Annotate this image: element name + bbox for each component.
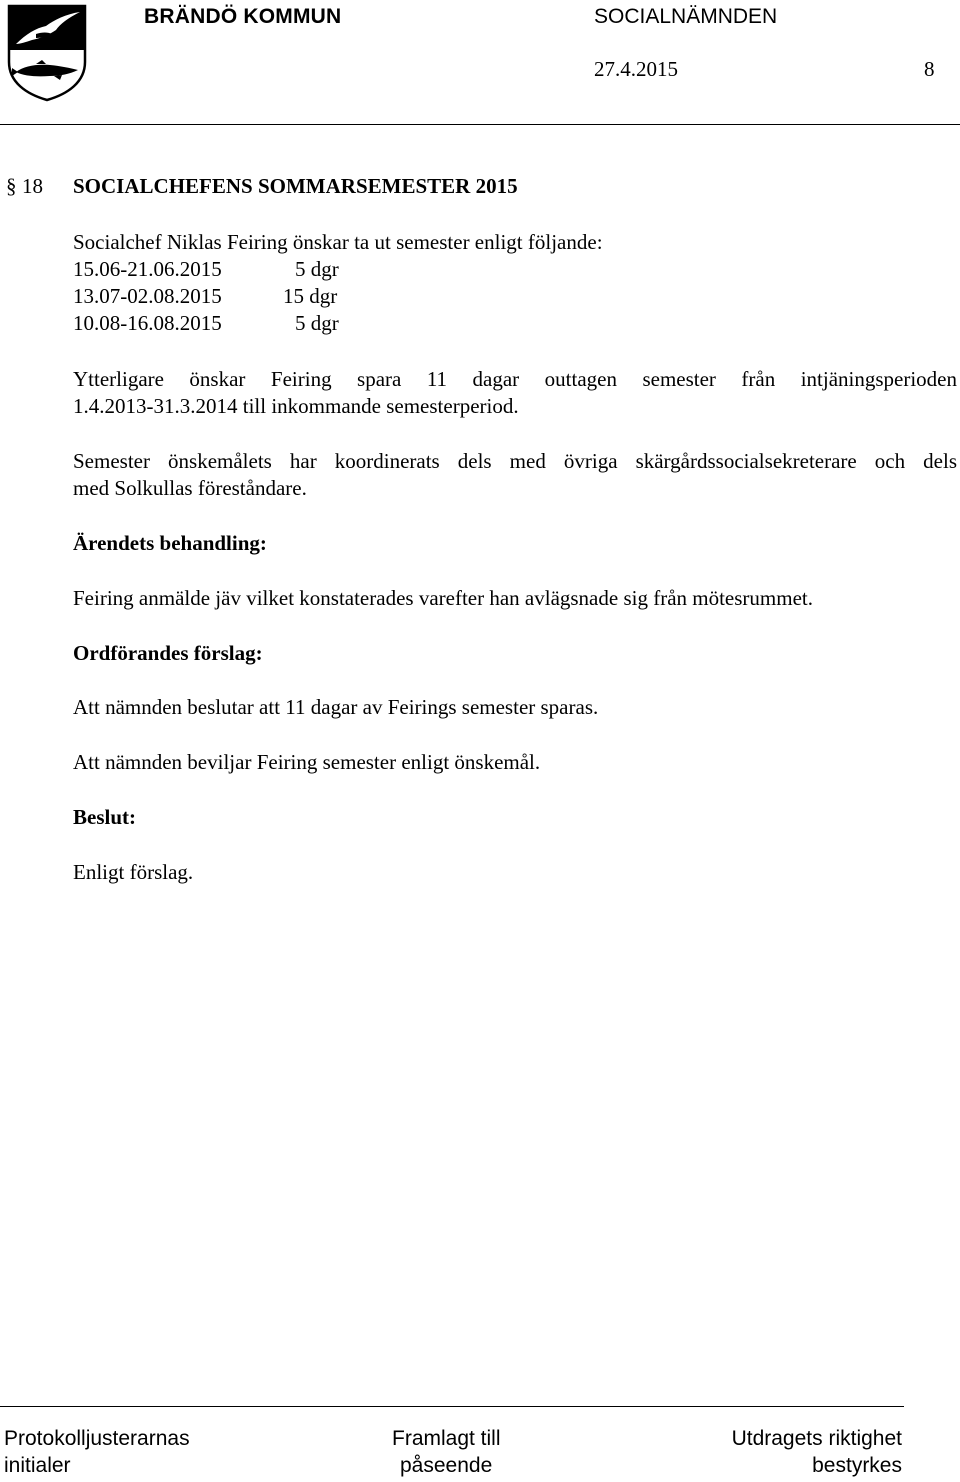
period-days: 5 dgr [295,257,339,281]
coat-of-arms-logo [6,4,88,102]
coordination-paragraph-line1: Semester önskemålets har koordinerats dels med övriga skärgårdssocialsekreterare och dels [73,449,957,473]
decision-heading: Beslut: [73,805,136,829]
proposal-item: Att nämnden beslutar att 11 dagar av Feirings semester sparas. [73,695,599,719]
intro-text: Socialchef Niklas Feiring önskar ta ut semester enligt följande: [73,230,603,254]
footer-divider [0,1406,904,1407]
period-dates: 10.08-16.08.2015 [73,311,222,335]
savings-paragraph-line1: Ytterligare önskar Feiring spara 11 dagar outtagen semester från intjäningsperioden [73,367,957,391]
proposal-item: Att nämnden beviljar Feiring semester enligt önskemål. [73,750,541,774]
footer-review-label: Framlagt till påseende [392,1427,501,1477]
meeting-date: 27.4.2015 [594,57,678,81]
proposal-heading: Ordförandes förslag: [73,641,263,665]
footer-initials-label: Protokolljusterarnas initialer [4,1427,190,1477]
coordination-paragraph-line2: med Solkullas föreståndare. [73,476,307,500]
section-number: 18 [22,174,43,198]
handling-heading: Ärendets behandling: [73,531,267,555]
organization-name: BRÄNDÖ KOMMUN [144,5,342,28]
period-dates: 15.06-21.06.2015 [73,257,222,281]
section-symbol: § [6,174,17,198]
period-days: 15 dgr [283,284,338,308]
savings-paragraph-line2: 1.4.2013-31.3.2014 till inkommande semesterperiod. [73,394,519,418]
page-number: 8 [924,57,935,81]
section-title: SOCIALCHEFENS SOMMARSEMESTER 2015 [73,174,518,198]
decision-text: Enligt förslag. [73,860,194,884]
department-name: SOCIALNÄMNDEN [594,5,778,28]
period-days: 5 dgr [295,311,339,335]
period-dates: 13.07-02.08.2015 [73,284,222,308]
header-divider [0,124,960,125]
handling-text: Feiring anmälde jäv vilket konstaterades varefter han avlägsnade sig från mötesrummet. [73,586,813,610]
footer-certification-label: Utdragets riktighet bestyrkes [731,1427,902,1477]
